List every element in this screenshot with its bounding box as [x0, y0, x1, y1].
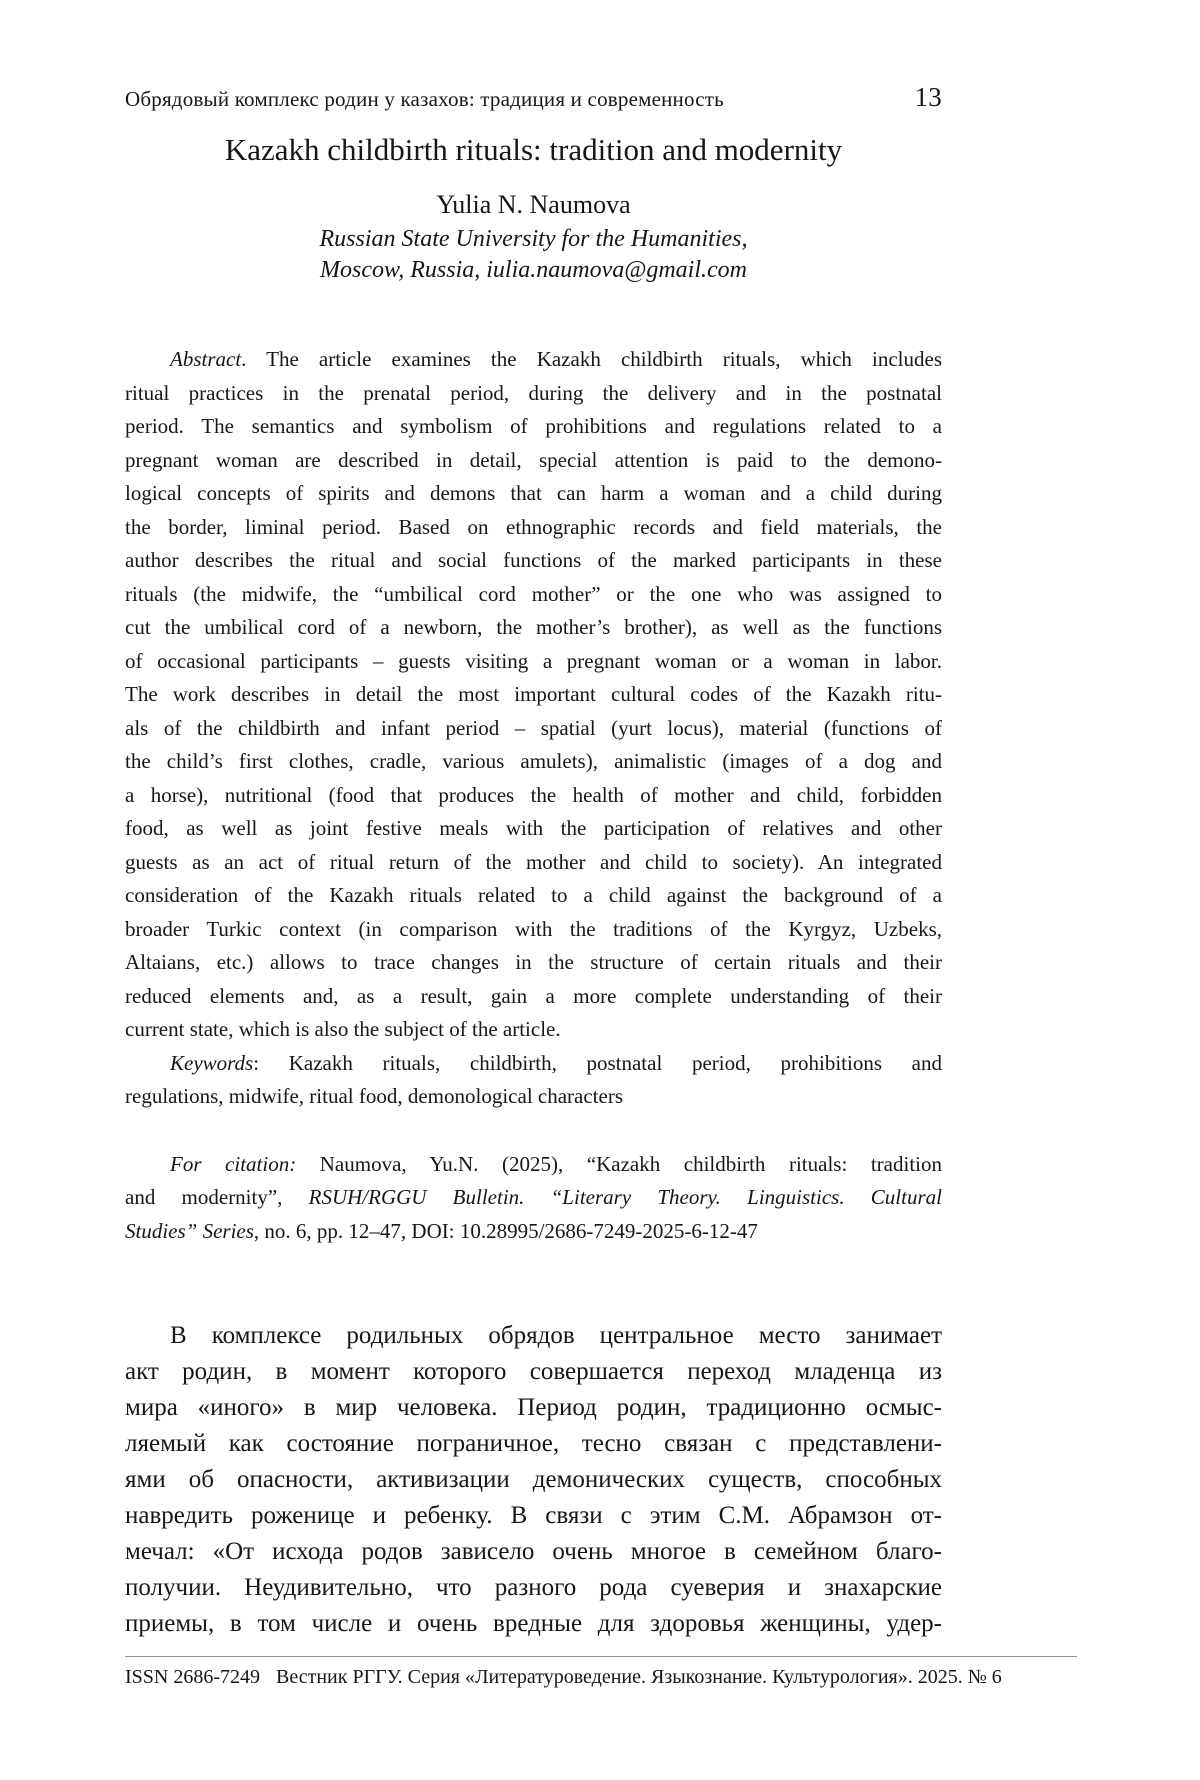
page-number: 13	[914, 82, 942, 112]
text-line: reduced elements and, as a result, gain a more complete understanding of their	[125, 983, 942, 1008]
page-footer	[125, 1656, 1077, 1689]
journal-line: Вестник РГГУ. Серия «Литературоведение. Языкознание. Культурология». 2025. № 6	[276, 1666, 1002, 1688]
text-line: guests as an act of ritual return of the mother and child to society). An integrated	[125, 849, 942, 874]
text-line: the child’s first clothes, cradle, various amulets), animalistic (images of a dog and	[125, 749, 942, 773]
text-line: regulations, midwife, ritual food, demonological characters	[125, 1084, 624, 1108]
article-title: Kazakh childbirth rituals: tradition and modernity	[224, 132, 843, 167]
text-line: broader Turkic context (in comparison with the traditions of the Kyrgyz, Uzbeks,	[125, 916, 942, 941]
affiliation-block	[125, 224, 942, 286]
text-flow	[125, 343, 942, 1642]
citation-paragraph	[125, 1148, 942, 1249]
text-line: the border, liminal period. Based on ethnographic records and field materials, the	[125, 514, 942, 539]
text-line: The work describes in detail the most important cultural codes of the Kazakh ritu-	[125, 682, 942, 706]
author-name: Yulia N. Naumova	[436, 190, 631, 219]
text-line: rituals (the midwife, the “umbilical cord mother” or the one who was assigned to	[125, 581, 942, 606]
text-line: мечал: «От исхода родов зависело очень многое в семейном благо-	[125, 1538, 942, 1565]
text-line: Altaians, etc.) allows to trace changes in the structure of certain rituals and their	[125, 950, 942, 974]
text-line: акт родин, в момент которого совершается переход младенца из	[125, 1358, 942, 1385]
text-line: Studies” Series, no. 6, pp. 12–47, DOI: 10.28995/2686-7249-2025-6-12-47	[125, 1218, 758, 1243]
text-line: В комплексе родильных обрядов центральное место занимает	[170, 1322, 942, 1349]
text-line: logical concepts of spirits and demons that can harm a woman and a child during	[125, 481, 942, 505]
text-line: ritual practices in the prenatal period, during the delivery and in the postnatal	[125, 380, 942, 405]
text-line: For citation: Naumova, Yu.N. (2025), “Kazakh childbirth rituals: tradition	[170, 1151, 942, 1176]
issn-label: ISSN 2686-7249	[125, 1666, 261, 1688]
text-line: period. The semantics and symbolism of prohibitions and regulations related to a	[125, 414, 942, 438]
text-line: als of the childbirth and infant period – spatial (yurt locus), material (functions of	[125, 715, 942, 740]
text-line: ями об опасности, активизации демонических существ, способных	[125, 1466, 942, 1493]
affiliation-line-2: Moscow, Russia, iulia.naumova@gmail.com	[320, 257, 747, 283]
text-line: Abstract. The article examines the Kazakh childbirth rituals, which includes	[170, 347, 942, 371]
keywords-paragraph	[125, 1047, 942, 1114]
running-head-title: Обрядовый комплекс родин у казахов: традиция и современность	[125, 87, 724, 111]
text-line: of occasional participants – guests visiting a pregnant woman or a woman in labor.	[125, 648, 942, 673]
abstract-paragraph	[125, 343, 942, 1047]
text-line: cut the umbilical cord of a newborn, the mother’s brother), as well as the functions	[125, 615, 942, 639]
text-line: author describes the ritual and social functions of the marked participants in these	[125, 548, 942, 572]
text-line: ляемый как состояние пограничное, тесно связан с представлени-	[125, 1430, 942, 1457]
affiliation-line-1: Russian State University for the Humanities,	[319, 226, 748, 252]
text-line: and modernity”, RSUH/RGGU Bulletin. “Literary Theory. Linguistics. Cultural	[125, 1185, 942, 1209]
text-line: навредить роженице и ребенку. В связи с этим С.М. Абрамзон от-	[125, 1502, 942, 1529]
text-line: приемы, в том числе и очень вредные для здоровья женщины, удер-	[125, 1610, 942, 1637]
text-line: pregnant woman are described in detail, special attention is paid to the demono-	[125, 447, 942, 472]
text-line: получии. Неудивительно, что разного рода суеверия и знахарские	[125, 1574, 942, 1601]
text-line: a horse), nutritional (food that produces the health of mother and child, forbidden	[125, 782, 942, 807]
text-line: мира «иного» в мир человека. Период родин, традиционно осмыс-	[125, 1394, 942, 1421]
text-line: current state, which is also the subject of the article.	[125, 1017, 561, 1041]
text-line: consideration of the Kazakh rituals related to a child against the background of a	[125, 883, 942, 907]
russian-body-paragraph	[125, 1318, 942, 1642]
text-line: Keywords: Kazakh rituals, childbirth, postnatal period, prohibitions and	[170, 1050, 942, 1075]
running-header	[125, 82, 942, 113]
text-line: food, as well as joint festive meals with the participation of relatives and other	[125, 816, 942, 840]
